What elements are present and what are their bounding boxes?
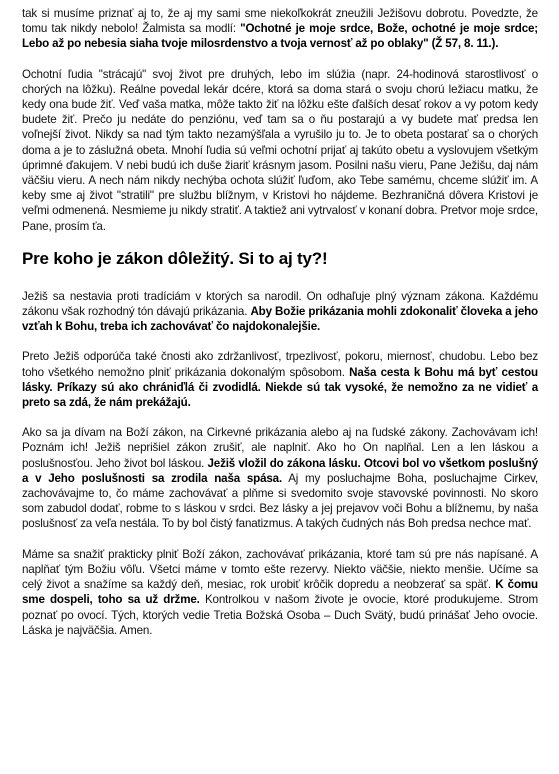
paragraph-text: Aj my posluchajme Boha, posluchajme Cirkev, zachovávajme to, čo máme zachovávať a plňme si svedomito svoje stavovské povinnosti. No skoro som zabudol dodať, robme to s láskou v srdci. Bez lásky a jej prejavov voči Bohu a blížnemu, by naša poslušnosť za veľa nestála. To by bol čistý fanatizmus. A takých čudných nás Boh predsa nechce mať.: [22, 471, 538, 531]
paragraph-text: Ako sa ja dívam na Boží zákon, na Cirkevné prikázania alebo aj na ľudské zákony. Zachovávam ich! Poznám ich! Ježiš neprišiel zákon zrušiť, ale naplniť. Ako ho On naplňal. Len a len láskou a poslušnosťou. Jeho život bol láskou.: [22, 426, 538, 470]
paragraph-text: Kontrolkou v našom živote je ovocie, ktoré produkujeme. Strom poznať po ovocí. Tých, ktorých vedie Tretia Božská Osoba – Duch Svätý, budú prinášať Jeho ovocie. Láska je najväčšia. Amen.: [22, 593, 538, 637]
paragraph-intro: [22, 6, 538, 52]
bold-text: Aby Božie prikázania mohli zdokonaliť človeka a jeho vzťah k Bohu, treba ich zachovávať čo najdokonalejšie.: [22, 305, 538, 334]
paragraph-obedience: [22, 425, 538, 531]
bold-text: Naša cesta k Bohu má byť cestou lásky. Príkazy sú ako chrániďlá či zvodidlá. Niekde sú tak vysoké, že nemožno za ne vidieť a preto sa zdá, že nám prekážajú.: [22, 365, 538, 410]
paragraph-text: Preto Ježiš odporúča také čnosti ako zdržanlivosť, trpezlivosť, pokoru, miernosť, chudobu. Lebo bez toho všetkého nemožno plniť prikázania dokonalým spôsobom.: [22, 350, 538, 379]
paragraph-text: Ochotní ľudia "strácajú" svoj život pre druhých, lebo im slúžia (napr. 24-hodinová starostlivosť o chorých na lôžku). Reálne povedal lekár dcére, ktorá sa doma stará o svoju chorú ležiacu matku, že kedy ona bude žiť. Veď vaša matka, môže takto žiť na lôžku ešte ďalších desať rokov a vy potom kedy budete žiť. Prečo ju nedáte do penziónu, veď tam sa o ňu postarajú a vy budete mať predsa len voľnejší život. Nikdy sa nad tým takto nezamýšľala a vyrušilo ju to. Je to obeta postarať sa o chorých doma a je to záslužná obeta. Mnohí ľudia sú veľmi ochotní prijať aj takúto obetu a vyslovujem všetkým úprimné ďakujem. V nebi budú ich duše žiariť krásnym jasom. Posilni našu vieru, Pane Ježišu, daj nám väčšiu vieru. A nech nám nikdy nechýba ochota slúžiť ľuďom, ako Tebe samému, chceme slúžiť im. A keby sme aj život "stratili" pre službu blížnym, v Kristovi ho nájdeme. Bezhraničná dôvera Kristovi je veľmi odmenená. Nesmieme ju nikdy stratiť. A taktiež ani vytrvalosť v konaní dobra. Pretvor moje srdce, Pane, prosím ťa.: [22, 67, 538, 233]
bold-text: Ježiš vložil do zákona lásku. Otcovi bol vo všetkom poslušný a v Jeho poslušnosti sa zrodila naša spása.: [22, 456, 538, 485]
paragraph-text: tak si musíme priznať aj to, že aj my sami sme niekoľkokrát zneužili Ježišovu dobrotu. Povedzte, že tomu tak nikdy nebolo! Žalmista sa modlí:: [22, 7, 538, 36]
section-heading: Pre koho je zákon dôležitý. Si to aj ty?!: [22, 248, 328, 268]
document-page: [22, 6, 538, 653]
paragraph-willing-people: [22, 67, 538, 234]
paragraph-text: Ježiš sa nestavia proti tradíciám v ktorých sa narodil. On odhaľuje plný význam zákona. Každému zákonu však rozhodný tón dávajú prikázania.: [22, 289, 538, 319]
paragraph-fruit: [22, 547, 538, 638]
paragraph-virtues: [22, 349, 538, 410]
bold-text: K čomu sme dospeli, toho sa už držme.: [22, 578, 538, 607]
psalm-quote: "Ochotné je moje srdce, Bože, ochotné je moje srdce; Lebo až po nebesia siaha tvoje milosrdenstvo a tvoja vernosť až po oblaky" (Ž 57, 8. 11.).: [22, 22, 538, 51]
paragraph-text: Máme sa snažiť prakticky plniť Boží zákon, zachovávať prikázania, ktoré tam sú pre nás napísané. A naplňať tým Božiu vôľu. Všetci máme v tomto ešte rezervy. Niekto väčšie, niekto menšie. Učíme sa celý život a snažíme sa každý deň, mesiac, rok urobiť krôčik dopredu a neobzerať sa späť.: [22, 547, 538, 592]
paragraph-law-meaning: [22, 289, 538, 335]
